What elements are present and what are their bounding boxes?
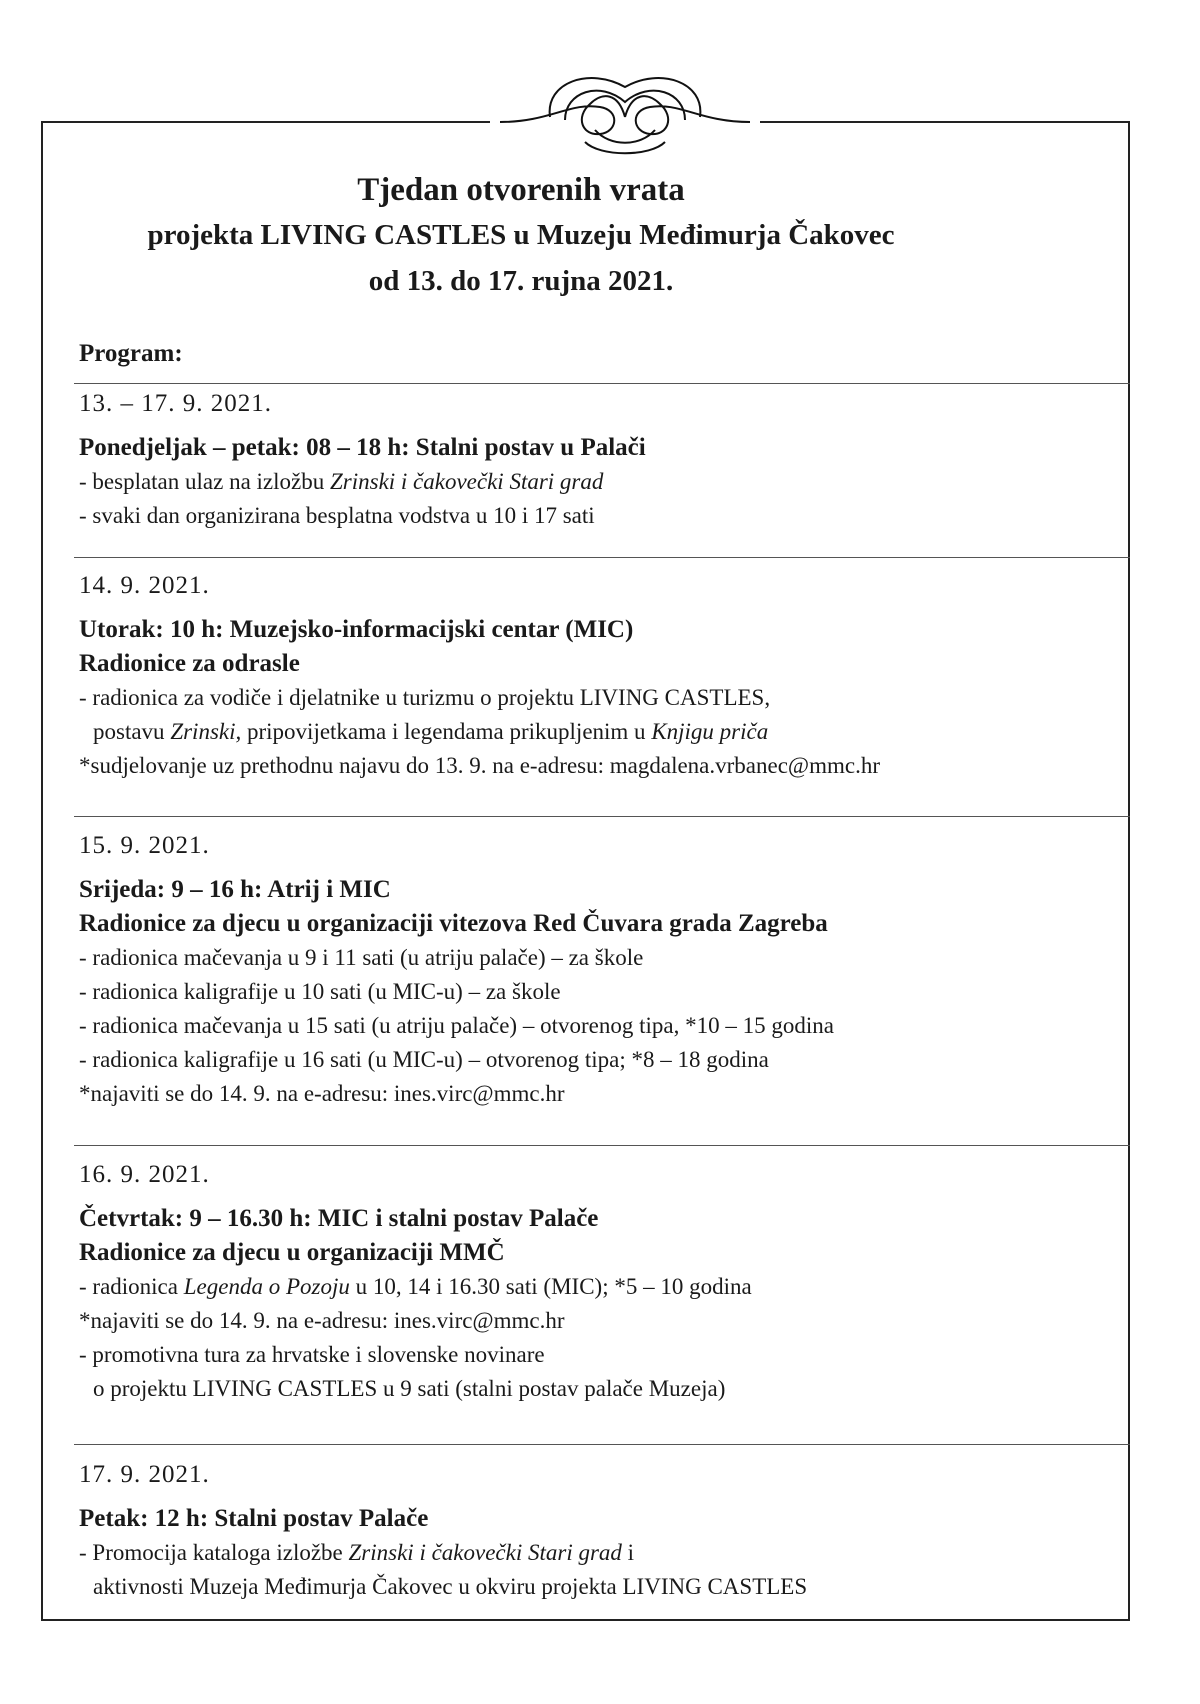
program-label: Program:	[79, 340, 183, 367]
divider	[74, 1444, 1130, 1445]
section-date: 16. 9. 2021.	[79, 1161, 210, 1188]
section-line: *najaviti se do 14. 9. na e-adresu: ines.virc@mmc.hr	[79, 1081, 565, 1106]
schedule-section	[79, 1460, 1129, 1604]
section-date: 14. 9. 2021.	[79, 572, 210, 599]
section-subheading: Radionice za djecu u organizaciji vitezova Red Čuvara grada Zagreba	[79, 910, 828, 937]
schedule-section	[79, 571, 1129, 783]
section-line: - radionica Legenda o Pozoju u 10, 14 i 16.30 sati (MIC); *5 – 10 godina	[79, 1274, 752, 1299]
section-subheading: Radionice za odrasle	[79, 650, 300, 677]
section-line: aktivnosti Muzeja Međimurja Čakovec u okviru projekta LIVING CASTLES	[93, 1574, 808, 1599]
page-subtitle: projekta LIVING CASTLES u Muzeju Međimurja Čakovec	[147, 219, 895, 251]
section-heading: Ponedjeljak – petak: 08 – 18 h: Stalni postav u Palači	[79, 434, 646, 461]
schedule-section	[79, 831, 1129, 1111]
divider	[74, 383, 1130, 384]
schedule-section	[79, 1160, 1129, 1406]
schedule-section	[79, 389, 1129, 533]
section-heading: Četvrtak: 9 – 16.30 h: MIC i stalni postav Palače	[79, 1205, 599, 1232]
divider	[74, 816, 1130, 817]
section-date: 13. – 17. 9. 2021.	[79, 390, 272, 417]
divider	[74, 1145, 1130, 1146]
section-line: *sudjelovanje uz prethodnu najavu do 13. 9. na e-adresu: magdalena.vrbanec@mmc.hr	[79, 753, 880, 778]
page-title: Tjedan otvorenih vrata	[357, 172, 685, 208]
section-line: - besplatan ulaz na izložbu Zrinski i čakovečki Stari grad	[79, 469, 604, 494]
section-line: - Promocija kataloga izložbe Zrinski i čakovečki Stari grad i	[79, 1540, 635, 1565]
section-line: - svaki dan organizirana besplatna vodstva u 10 i 17 sati	[79, 503, 595, 528]
section-subheading: Radionice za djecu u organizaciji MMČ	[79, 1239, 505, 1266]
section-line: - radionica mačevanja u 15 sati (u atriju palače) – otvorenog tipa, *10 – 15 godina	[79, 1013, 834, 1038]
section-heading: Utorak: 10 h: Muzejsko-informacijski centar (MIC)	[79, 616, 634, 643]
section-line: *najaviti se do 14. 9. na e-adresu: ines.virc@mmc.hr	[79, 1308, 565, 1333]
page-date-range: od 13. do 17. rujna 2021.	[368, 265, 674, 297]
section-line: - radionica mačevanja u 9 i 11 sati (u atriju palače) – za škole	[79, 945, 644, 970]
section-line: - radionica za vodiče i djelatnike u turizmu o projektu LIVING CASTLES,	[79, 685, 771, 710]
section-date: 15. 9. 2021.	[79, 832, 210, 859]
section-line: postavu Zrinski, pripovijetkama i legendama prikupljenim u Knjigu priča	[93, 719, 769, 744]
decorative-flourish-icon	[490, 62, 760, 162]
section-line: - radionica kaligrafije u 16 sati (u MIC-u) – otvorenog tipa; *8 – 18 godina	[79, 1047, 769, 1072]
section-heading: Srijeda: 9 – 16 h: Atrij i MIC	[79, 876, 391, 903]
section-date: 17. 9. 2021.	[79, 1461, 210, 1488]
section-heading: Petak: 12 h: Stalni postav Palače	[79, 1505, 429, 1532]
divider	[74, 557, 1130, 558]
section-line: o projektu LIVING CASTLES u 9 sati (stalni postav palače Muzeja)	[93, 1376, 726, 1401]
section-line: - radionica kaligrafije u 10 sati (u MIC-u) – za škole	[79, 979, 561, 1004]
section-line: - promotivna tura za hrvatske i slovenske novinare	[79, 1342, 545, 1367]
